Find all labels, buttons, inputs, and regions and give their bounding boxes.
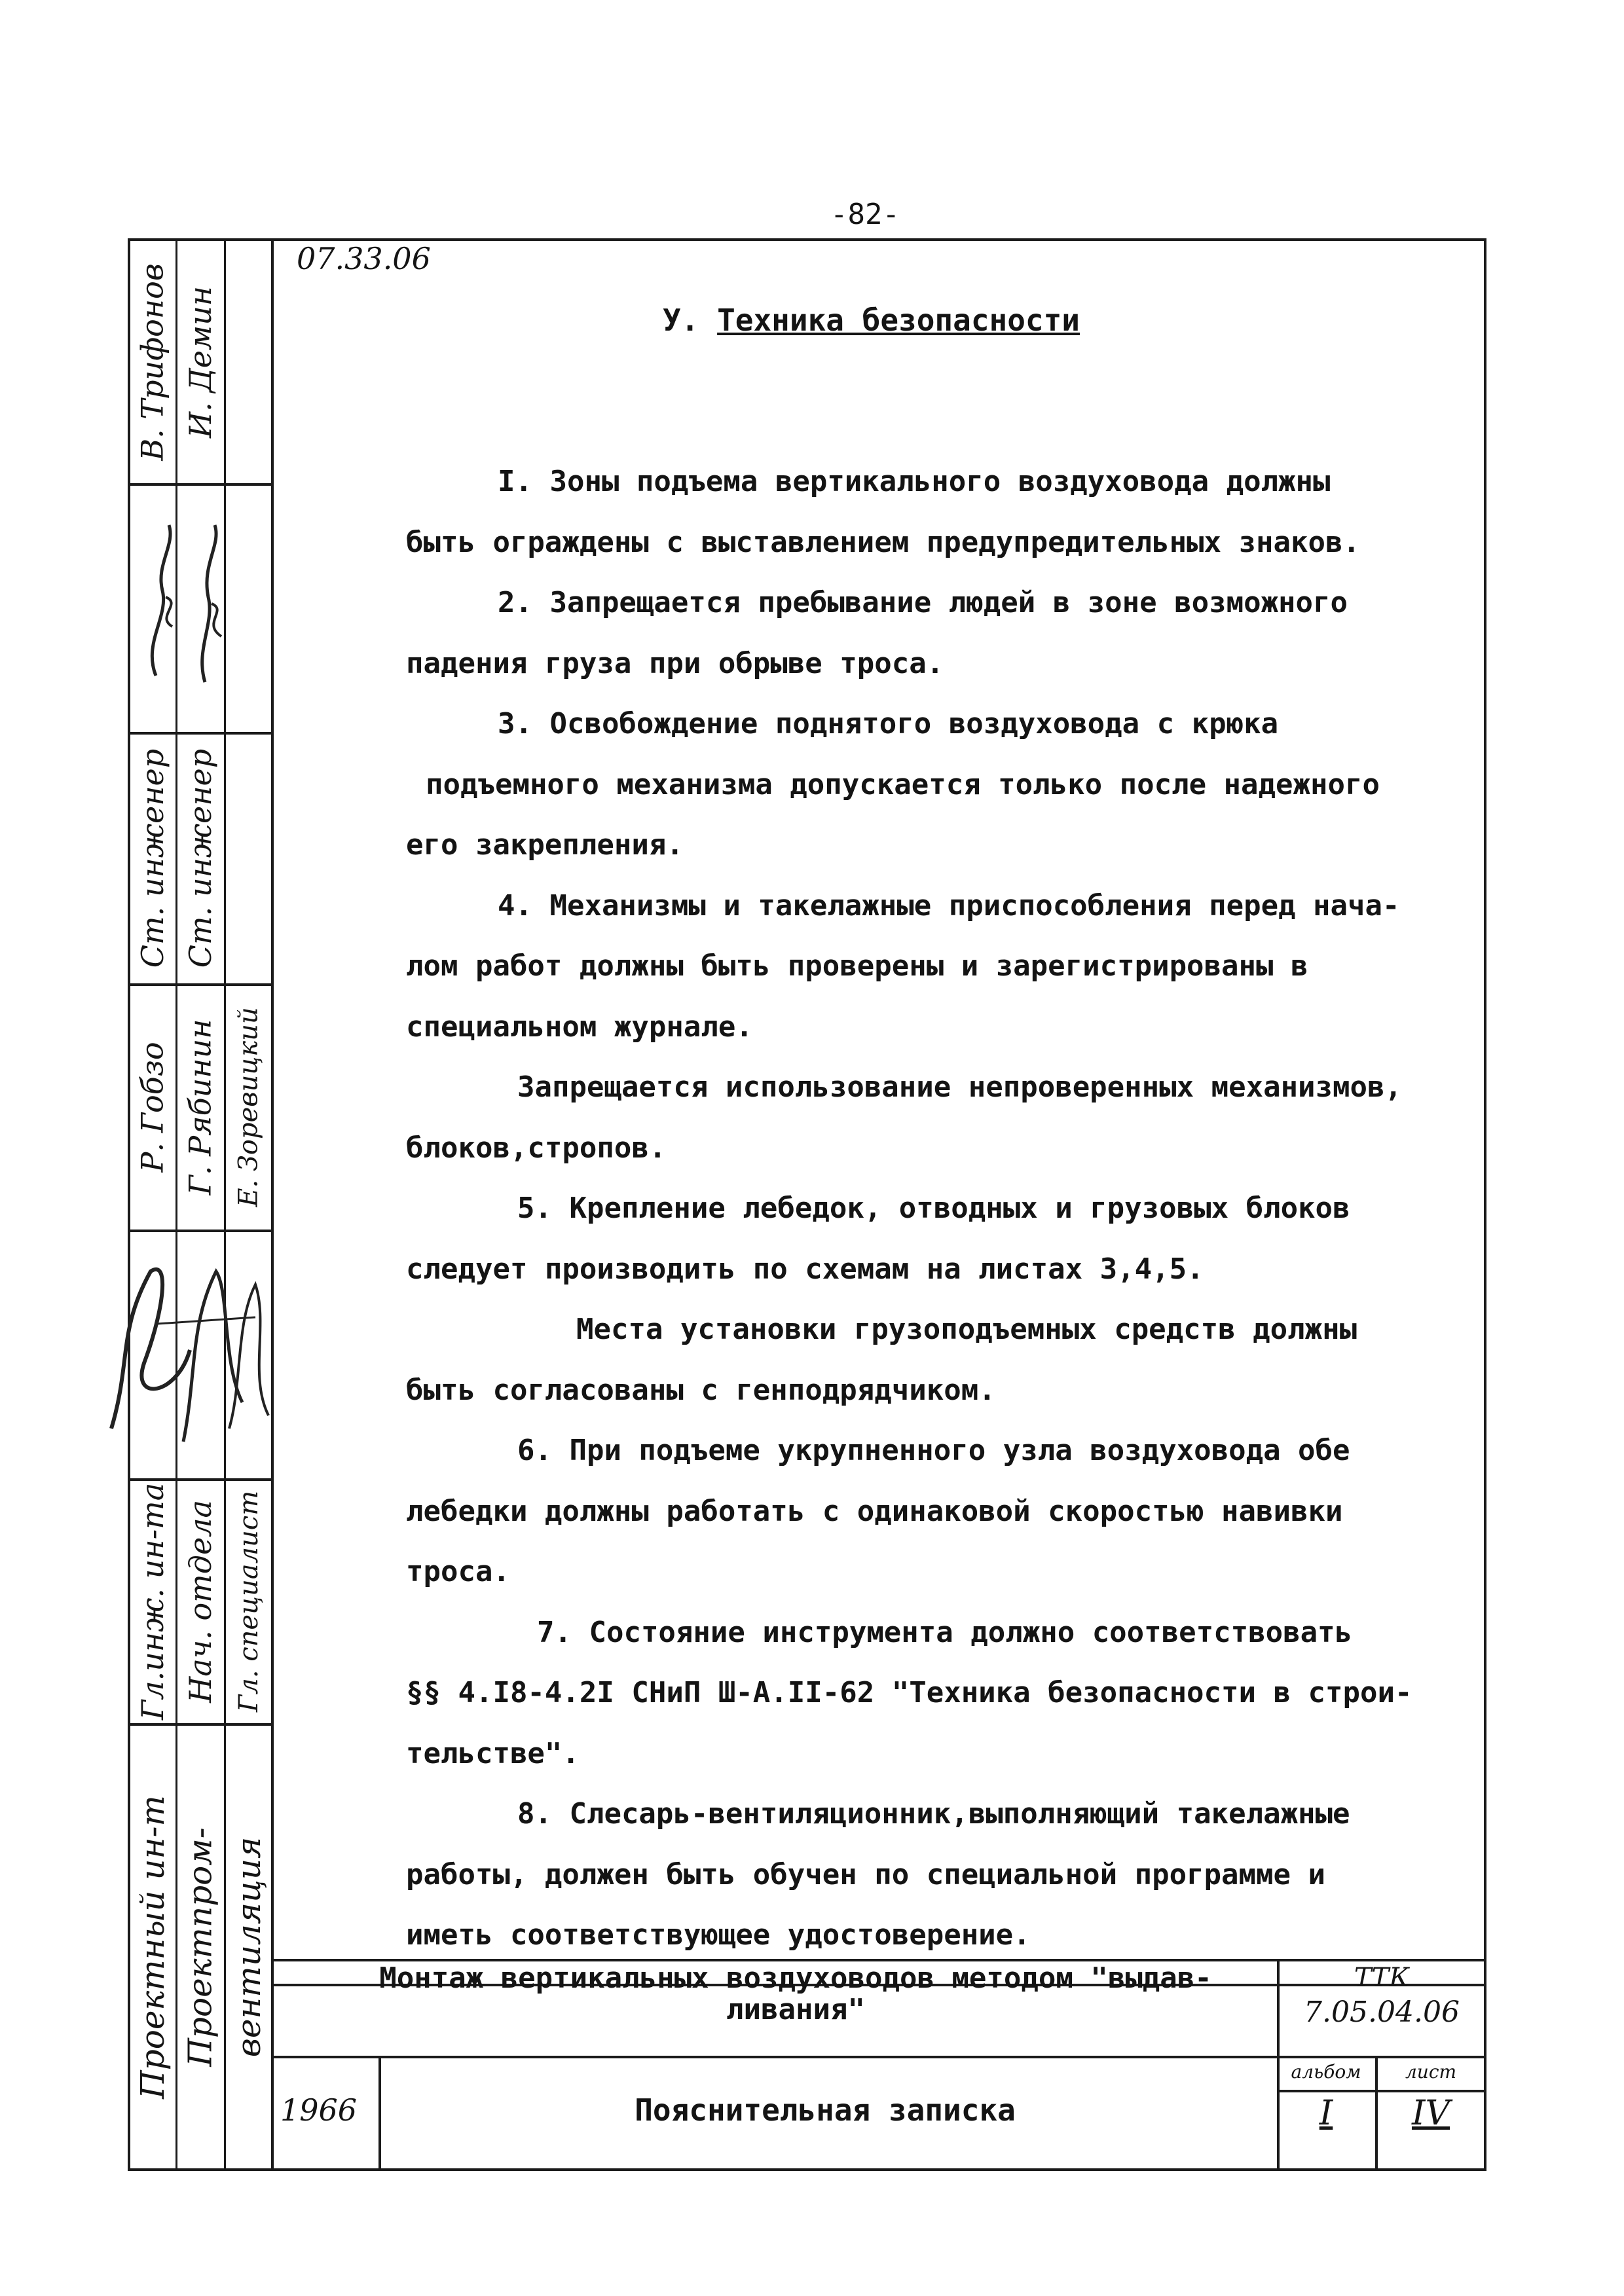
sheet-header: лист [1405,2061,1457,2083]
ttk-label: ТТК [1354,1963,1410,1993]
organization-label: Проектпром- [181,1827,220,2067]
text-line: 7. Состояние инструмента должно соответствовать [537,1615,1353,1649]
text-line: 5. Крепление лебедок, отводных и грузовых блоков [517,1192,1350,1225]
signature-scribbles [92,1232,275,1477]
album-header: альбом [1291,2061,1361,2083]
signature-name: В. Трифонов [135,263,170,461]
text-line: троса. [406,1555,510,1588]
title-block-border [1277,2090,1486,2092]
text-line: быть согласованы с генподрядчиком. [406,1373,996,1407]
text-line: следует производить по схемам на листах 3,4,5. [406,1252,1204,1286]
text-line: тельстве". [406,1736,580,1770]
text-line: его закрепления. [406,828,684,862]
text-line: Запрещается использование непроверенных механизмов, [517,1070,1403,1104]
text-line: 2. Запрещается пребывание людей в зоне возможного [498,586,1348,619]
title-block-border [1375,2056,1378,2171]
text-line: подъемного механизма допускается только после надежного [426,767,1380,801]
signature-name: Р. Гобзо [135,1042,170,1173]
year: 1966 [280,2092,358,2128]
sheet-value: IV [1411,2094,1450,2133]
page-number: -82- [830,198,900,231]
signature-name: И. Демин [183,285,219,439]
text-line: специальном журнале. [406,1010,753,1044]
text-line: 4. Механизмы и такелажные приспособления перед нача- [498,888,1400,922]
organization-label: вентиляция [230,1836,268,2058]
text-line: работы, должен быть обучен по специальной программе и [406,1857,1325,1891]
document-code: 07.33.06 [297,241,431,276]
section-title: Техника безопасности [717,302,1080,338]
section-heading [663,302,1080,338]
position-label: Ст. инженер [183,748,218,968]
text-line: иметь соответствующее удостоверение. [406,1918,1031,1952]
signature-name: Е. Зоревицкий [234,1007,264,1207]
text-line: 3. Освобождение поднятого воздуховода с крюка [498,707,1279,740]
text-line: Места установки грузоподъемных средств должны [576,1313,1357,1346]
signature-name: Г. Рябинин [183,1019,219,1195]
body-text [406,452,1480,1966]
text-line: 8. Слесарь-вентиляционник,выполняющий такелажные [517,1797,1350,1831]
position-label: Нач. отдела [183,1500,218,1703]
text-line: §§ 4.I8-4.2I СНиП Ш-А.II-62 "Техника безопасности в строи- [406,1676,1412,1709]
text-line: I. Зоны подъема вертикального воздуховода должны [498,465,1331,498]
sheet-name: Пояснительная записка [635,2092,1016,2128]
text-line: 6. При подъеме укрупненного узла воздуховода обе [517,1434,1350,1467]
text-line: быть ограждены с выставлением предупредительных знаков. [406,525,1360,559]
signature-scribbles [130,486,271,731]
title-block-border [1277,1959,1280,2171]
text-line: лебедки должны работать с одинаковой скоростью навивки [406,1494,1343,1528]
title-block-border [274,2056,1486,2058]
position-label: Гл. специалист [234,1490,264,1713]
organization-label: Проектный ин-т [134,1795,172,2099]
position-label: Гл.инж. ин-та [135,1482,170,1721]
position-label: Ст. инженер [135,748,170,968]
text-line: лом работ должны быть проверены и зарегистрированы в [406,949,1308,983]
work-title: Монтаж вертикальных воздуховодов методом "выдав-ливания" [379,1961,1212,2026]
ttk-code: 7.05.04.06 [1304,1995,1460,2029]
text-line: блоков,стропов. [406,1131,667,1165]
album-value: I [1319,2094,1333,2133]
text-line: падения груза при обрыве троса. [406,646,944,680]
section-number: У. [663,302,699,338]
